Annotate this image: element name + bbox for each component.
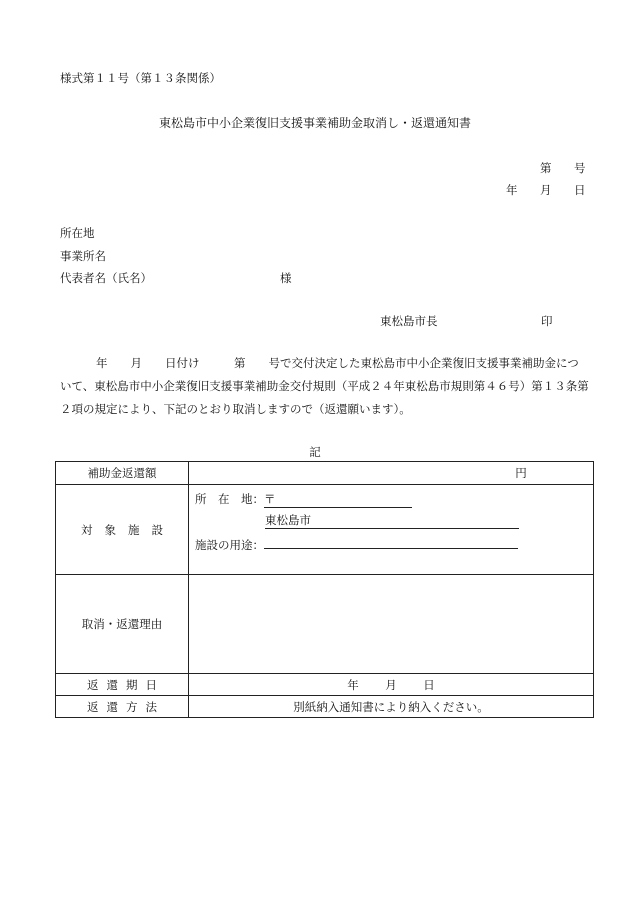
body-line-2: いて、東松島市中小企業復旧支援事業補助金交付規則（平成２４年東松島市規則第４６号）第１３条第 xyxy=(60,379,589,393)
reason-label: 取消・返還理由 xyxy=(56,575,189,674)
refund-amount-value xyxy=(189,462,594,485)
facility-label xyxy=(56,485,189,575)
due-month: 月 xyxy=(385,677,397,692)
due-day: 日 xyxy=(423,677,435,692)
facility-location-row xyxy=(195,491,412,508)
facility-location-label: 所 在 地： xyxy=(195,492,264,506)
facility-city-line: 東松島市 xyxy=(265,512,519,529)
date-year: 年 xyxy=(506,183,518,197)
refund-amount-label: 補助金返還額 xyxy=(56,462,189,485)
facility-use-line xyxy=(264,535,518,549)
reason-value xyxy=(189,575,594,674)
facility-details xyxy=(189,485,594,575)
recipient-representative-label: 代表者名（氏名） xyxy=(60,271,152,285)
method-value: 別紙納入通知書により納入ください。 xyxy=(189,696,594,718)
recipient-location-label: 所在地 xyxy=(60,226,95,240)
sender-seal: 印 xyxy=(541,314,553,328)
facility-use-label: 施設の用途： xyxy=(195,538,264,552)
table-row-reason xyxy=(56,575,594,674)
facility-use-row xyxy=(195,535,518,553)
doc-number-go: 号 xyxy=(574,161,586,175)
details-table xyxy=(55,461,594,718)
table-row-method xyxy=(56,696,594,718)
date-month: 月 xyxy=(540,183,552,197)
notice-body xyxy=(60,352,595,421)
ki-heading: 記 xyxy=(309,445,321,459)
yen-unit: 円 xyxy=(515,466,527,480)
date-day: 日 xyxy=(574,183,586,197)
table-row-refund-amount xyxy=(56,462,594,485)
recipient-office-label: 事業所名 xyxy=(60,249,106,263)
body-line-1: 年 月 日付け 第 号で交付決定した東松島市中小企業復旧支援事業補助金につ xyxy=(96,356,579,370)
method-label xyxy=(56,696,189,718)
document-date xyxy=(506,182,608,198)
due-date-value xyxy=(189,674,594,696)
form-number: 様式第１１号（第１３条関係） xyxy=(60,71,221,85)
facility-city-row xyxy=(195,512,519,529)
recipient-honorific: 様 xyxy=(280,271,292,285)
document-number xyxy=(540,160,608,176)
doc-number-dai: 第 xyxy=(540,161,552,175)
table-row-facility xyxy=(56,485,594,575)
due-year: 年 xyxy=(347,677,359,692)
document-title: 東松島市中小企業復旧支援事業補助金取消し・返還通知書 xyxy=(158,116,471,130)
body-line-3: ２項の規定により、下記のとおり取消しますので（返還願います）。 xyxy=(60,402,411,416)
sender-mayor: 東松島市長 xyxy=(380,314,438,328)
due-date-label xyxy=(56,674,189,696)
table-row-due-date xyxy=(56,674,594,696)
facility-label-text: 対象施設 xyxy=(81,522,175,537)
due-date-label-text: 返還期日 xyxy=(87,677,165,692)
facility-postal-line: 〒 xyxy=(264,491,412,508)
method-label-text: 返還方法 xyxy=(87,699,165,714)
